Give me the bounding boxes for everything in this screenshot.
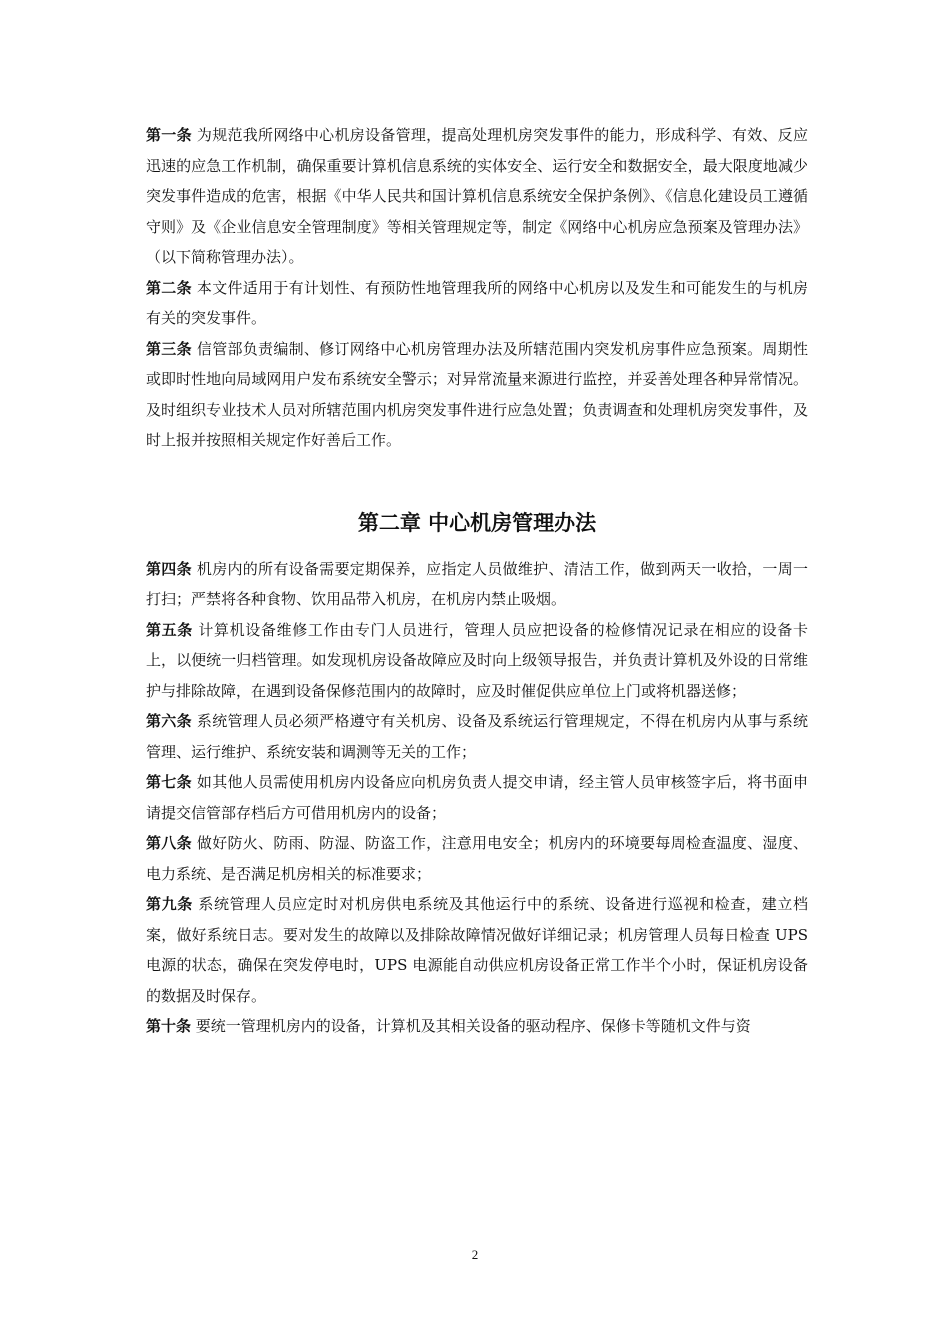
article-label: 第九条	[146, 895, 193, 913]
article-paragraph	[146, 889, 808, 1011]
article-label: 第一条	[146, 126, 192, 144]
article-paragraph	[146, 273, 808, 334]
article-paragraph	[146, 334, 808, 456]
article-text: 机房内的所有设备需要定期保养，应指定人员做维护、清洁工作，做到两天一收拾，一周一打扫；严禁将各种食物、饮用品带入机房，在机房内禁止吸烟。	[146, 559, 808, 608]
article-paragraph	[146, 1011, 808, 1042]
article-text: 系统管理人员必须严格遵守有关机房、设备及系统运行管理规定，不得在机房内从事与系统管理、运行维护、系统安装和调测等无关的工作；	[146, 712, 808, 761]
article-label: 第七条	[146, 773, 192, 791]
document-body	[146, 120, 808, 1042]
article-label: 第十条	[146, 1017, 192, 1035]
article-label: 第六条	[146, 712, 192, 730]
article-label: 第三条	[146, 339, 192, 358]
article-label: 第五条	[146, 620, 193, 639]
article-paragraph	[146, 767, 808, 828]
article-text: 计算机设备维修工作由专门人员进行，管理人员应把设备的检修情况记录在相应的设备卡上，以便统一归档管理。如发现机房设备故障应及时向上级领导报告，并负责计算机及外设的日常维护与排除故障，在遇到设备保修范围内的故障时，应及时催促供应单位上门或将机器送修；	[146, 620, 808, 700]
article-paragraph	[146, 615, 808, 707]
chapter-heading: 第二章 中心机房管理办法	[357, 510, 597, 535]
article-text: 信管部负责编制、修订网络中心机房管理办法及所辖范围内突发机房事件应急预案。周期性或即时性地向局域网用户发布系统安全警示；对异常流量来源进行监控，并妥善处理各种异常情况。及时组织专业技术人员对所辖范围内机房突发事件进行应急处置；负责调查和处理机房突发事件，及时上报并按照相关规定作好善后工作。	[146, 339, 808, 449]
article-paragraph	[146, 828, 808, 889]
article-paragraph	[146, 554, 808, 615]
article-text: 系统管理人员应定时对机房供电系统及其他运行中的系统、设备进行巡视和检查，建立档案，做好系统日志。要对发生的故障以及排除故障情况做好详细记录；机房管理人员每日检查 UPS 电源的状态，确保在突发停电时，UPS 电源能自动供应机房设备正常工作半个小时，保证机房设备的数据及时保存。	[146, 895, 808, 1005]
article-text: 为规范我所网络中心机房设备管理，提高处理机房突发事件的能力，形成科学、有效、反应迅速的应急工作机制，确保重要计算机信息系统的实体安全、运行安全和数据安全，最大限度地减少突发事件造成的危害，根据《中华人民共和国计算机信息系统安全保护条例》、《信息化建设员工遵循守则》及《企业信息安全管理制度》等相关管理规定等，制定《网络中心机房应急预案及管理办法》（以下简称管理办法）。	[146, 126, 808, 266]
article-label: 第二条	[146, 278, 192, 297]
page-number: 2	[471, 1247, 479, 1262]
article-text: 本文件适用于有计划性、有预防性地管理我所的网络中心机房以及发生和可能发生的与机房有关的突发事件。	[146, 278, 808, 327]
article-paragraph	[146, 120, 808, 273]
article-text: 要统一管理机房内的设备，计算机及其相关设备的驱动程序、保修卡等随机文件与资	[191, 1017, 751, 1035]
article-paragraph	[146, 706, 808, 767]
article-text: 如其他人员需使用机房内设备应向机房负责人提交申请，经主管人员审核签字后，将书面申请提交信管部存档后方可借用机房内的设备；	[146, 773, 808, 822]
article-label: 第四条	[146, 559, 192, 578]
article-text: 做好防火、防雨、防湿、防盗工作，注意用电安全；机房内的环境要每周检查温度、湿度、电力系统、是否满足机房相关的标准要求；	[146, 834, 808, 883]
article-label: 第八条	[146, 834, 192, 852]
